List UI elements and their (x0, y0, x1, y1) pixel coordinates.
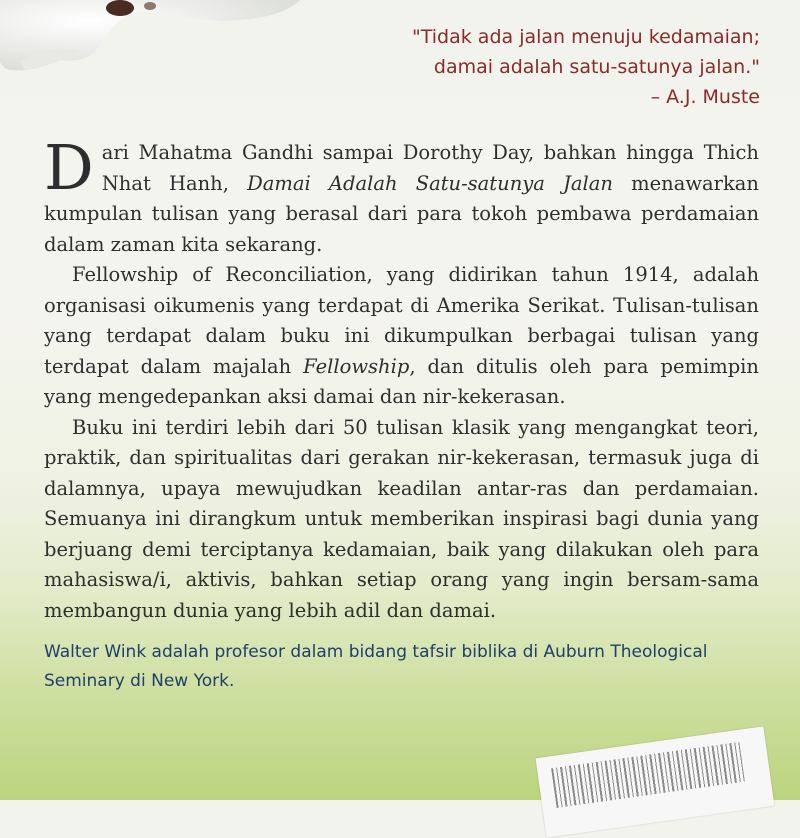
drop-cap: D (44, 131, 94, 204)
quote-attribution: – A.J. Muste (650, 86, 760, 108)
p1-text-b: menawarkan kumpulan tulisan yang berasal dari para tokoh pembawa perdamaian dalam zaman kita sekarang. (44, 171, 759, 256)
quote-line-1: "Tidak ada jalan menuju kedamaian; (412, 26, 760, 48)
synopsis (44, 131, 759, 626)
dove-icon (0, 0, 300, 80)
magazine-title: Fellowship (303, 354, 410, 378)
epigraph-quote (280, 22, 760, 112)
barcode-sticker (536, 726, 775, 837)
synopsis-paragraph-3: Buku ini terdiri lebih dari 50 tulisan klasik yang mengangkat teori, praktik, dan spiritualitas dari gerakan nir-kekerasan, termasuk juga di dalamnya, upaya mewujudkan keadilan antar-ras dan perdamaian. Semuanya ini dirangkum untuk memberikan inspirasi bagi dunia yang berjuang demi terciptanya kedamaian, baik yang dilakukan oleh para mahasiswa/i, aktivis, bahkan setiap orang yang ingin bersam-sama membangun dunia yang lebih adil dan damai. (44, 415, 759, 622)
p2-text-b: , dan ditulis oleh para pemimpin yang mengedepankan aksi damai dan nir-kekerasan. (44, 354, 759, 408)
p2-text-a: Fellowship of Reconciliation, yang didirikan tahun 1914, adalah organisasi oikumenis yang terdapat di Amerika Serikat. Tulisan-tulisan yang terdapat dalam buku ini dikumpulkan berbagai tulisan yang terdapat dalam majalah (44, 263, 759, 378)
p1-text-a: ari Mahatma Gandhi sampai Dorothy Day, bahkan hingga Thich Nhat Hanh, (101, 141, 759, 195)
quote-line-2: damai adalah satu-satunya jalan." (433, 56, 760, 78)
author-bio: Walter Wink adalah profesor dalam bidang tafsir biblika di Auburn Theological Seminary di New York. (44, 642, 708, 691)
book-title: Damai Adalah Satu-satunya Jalan (247, 171, 613, 195)
barcode-icon (551, 742, 745, 808)
synopsis-paragraph-1 (44, 131, 759, 260)
synopsis-paragraph-2 (44, 260, 759, 413)
